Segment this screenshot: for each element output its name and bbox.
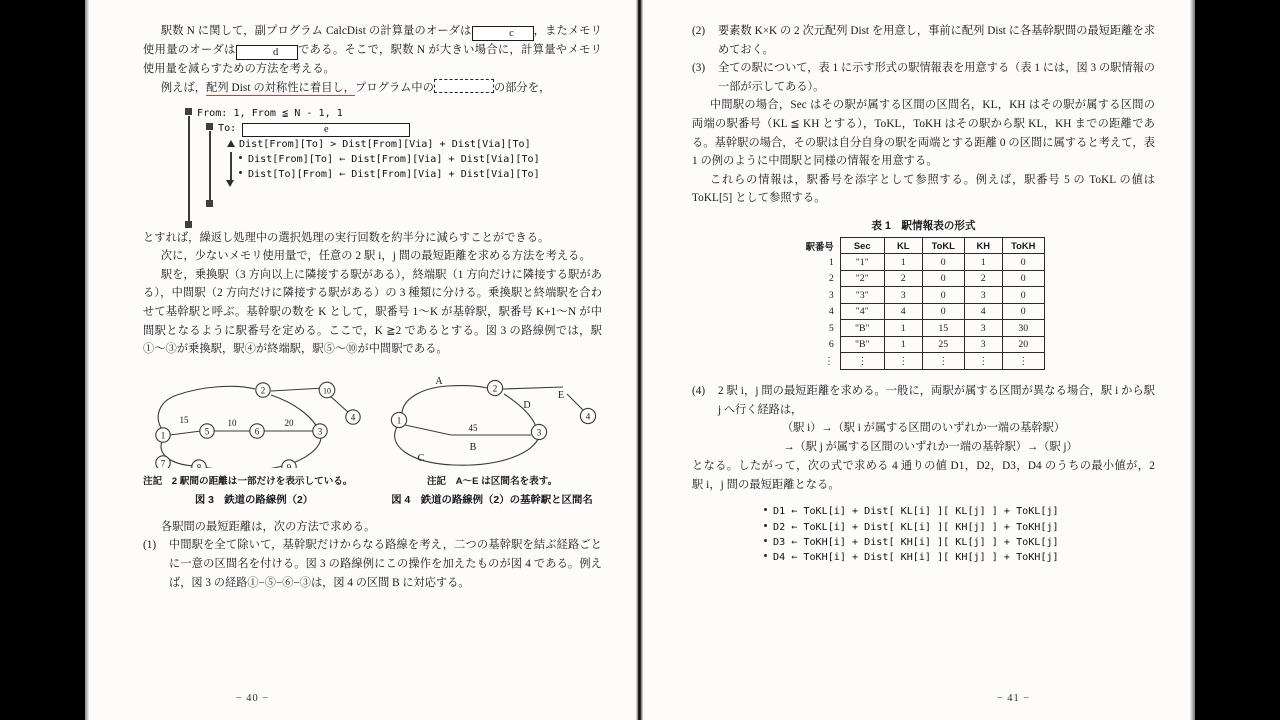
figure-3-note: 注記 2 駅間の距離は一部だけを表示している。 xyxy=(143,475,353,487)
svg-text:45: 45 xyxy=(468,422,478,433)
formula-d2: D2 ← ToKL[i] + Dist[ KL[i] ][ KH[j] ] + ToKH[j] xyxy=(773,521,1059,533)
route-arrow-line-2: →（駅 j が属する区間のいずれか一端の基幹駅）→（駅 j） xyxy=(783,441,1078,454)
figure-3 xyxy=(143,373,365,506)
text-line-3: 量やメモリ使用量を減らすための方法を考える。 xyxy=(143,44,602,75)
list-item-2-number: (2) xyxy=(692,25,706,37)
left-page xyxy=(85,0,640,720)
svg-text:2: 2 xyxy=(260,385,266,396)
svg-text:10: 10 xyxy=(323,386,331,396)
figure-4 xyxy=(381,373,603,506)
table-col-tokl: ToKL xyxy=(922,237,964,254)
table-row-no: 1 xyxy=(828,256,834,268)
svg-text:5: 5 xyxy=(204,426,210,437)
svg-text:4: 4 xyxy=(350,412,356,423)
cell-tokl: 0 xyxy=(922,254,964,271)
svg-text:4: 4 xyxy=(585,411,591,422)
paragraph-subscript-ref: これらの情報は，駅番号を添字として参照する。例えば，駅番号 5 の ToKL の値は ToKL[5] として参照する。 xyxy=(692,173,1155,205)
paragraph-symmetry xyxy=(143,79,602,98)
left-page-number: − 40 − xyxy=(235,693,270,704)
svg-text:3: 3 xyxy=(317,426,323,437)
code-line-for-from xyxy=(185,106,602,121)
selection-marker-icon xyxy=(227,140,235,147)
formula-line xyxy=(764,504,1155,519)
formula-list xyxy=(764,504,1155,565)
cell-tokl: 25 xyxy=(922,336,964,353)
formula-bullet-icon xyxy=(764,539,767,542)
cell-sec: "B" xyxy=(840,336,884,353)
list-item-1-number: (1) xyxy=(143,539,157,552)
table-col-sec: Sec xyxy=(840,237,884,254)
table-1-title: 表 1 駅情報表の形式 xyxy=(871,219,976,232)
code-text-to-label: To: xyxy=(218,123,237,135)
table-col-kl: KL xyxy=(884,237,922,254)
text-prefix: 例えば， xyxy=(160,81,207,94)
cell-kh: ⋮ xyxy=(964,353,1002,370)
formula-d1: D1 ← ToKL[i] + Dist[ KL[i] ][ KL[j] ] + ToKL[j] xyxy=(773,506,1059,518)
table-row-header-label: 駅番号 xyxy=(805,240,834,252)
statement-bullet-icon-2 xyxy=(239,171,242,174)
cell-sec: "1" xyxy=(840,254,884,271)
list-item-4-text: 2 駅 i，j 間の最短距離を求める。一般に，両駅が属する区間が異なる場合，駅 i から駅 j へ行く経路は， xyxy=(718,384,1155,416)
paragraph-reduce-half: とすれば，繰返し処理中の選択処理の実行回数を約半分に減らすことができる。 xyxy=(143,231,550,244)
right-page xyxy=(640,0,1195,720)
cell-kh: 4 xyxy=(964,303,1002,320)
cell-sec: "B" xyxy=(840,320,884,337)
table-row-no: 5 xyxy=(828,322,834,334)
svg-text:C: C xyxy=(417,452,425,464)
svg-text:20: 20 xyxy=(284,417,294,428)
statement-bullet-icon-1 xyxy=(239,156,242,159)
formula-line xyxy=(764,550,1155,565)
list-item-2 xyxy=(692,22,1155,59)
svg-text:1: 1 xyxy=(160,430,166,441)
svg-text:2: 2 xyxy=(492,383,498,394)
formula-d3: D3 ← ToKH[i] + Dist[ KH[i] ][ KL[j] ] + ToKL[j] xyxy=(773,536,1059,548)
station-info-table xyxy=(802,237,1045,370)
code-text-for-from: From: 1, From ≦ N - 1, 1 xyxy=(197,108,343,120)
cell-kh: 2 xyxy=(964,270,1002,287)
cell-tokh: ⋮ xyxy=(1002,353,1044,370)
svg-text:1: 1 xyxy=(396,415,402,426)
figure-3-caption: 図 3 鉄道の路線例（2） xyxy=(194,494,314,506)
cell-kl: ⋮ xyxy=(884,353,922,370)
list-item-1 xyxy=(143,536,602,592)
table-row-no: 3 xyxy=(828,289,834,301)
text-mid: プログラム中の xyxy=(355,81,434,94)
svg-text:10: 10 xyxy=(227,417,237,428)
text-line-1b: ，また xyxy=(533,25,568,37)
loop-rail-outer-end xyxy=(185,221,192,228)
svg-text:A: A xyxy=(435,375,443,387)
svg-text:3: 3 xyxy=(536,427,542,438)
table-row-ellipsis xyxy=(802,353,1044,370)
cell-tokl: 0 xyxy=(922,303,964,320)
code-text-assign-1: Dist[From][To] ← Dist[From][Via] + Dist[Via][To] xyxy=(248,154,540,166)
figure-4-graph xyxy=(381,373,603,468)
cell-tokh: 0 xyxy=(1002,303,1044,320)
figure-3-graph xyxy=(143,373,365,468)
cell-kh: 3 xyxy=(964,287,1002,304)
figures-row xyxy=(143,373,602,506)
svg-text:9: 9 xyxy=(286,462,292,468)
answer-box-c[interactable]: c xyxy=(472,26,534,41)
cell-sec: "2" xyxy=(840,270,884,287)
table-row xyxy=(802,270,1044,287)
cell-tokh: 0 xyxy=(1002,254,1044,271)
cell-tokl: 0 xyxy=(922,287,964,304)
formula-bullet-icon xyxy=(764,524,767,527)
text-suffix: の部分を， xyxy=(493,81,551,94)
cell-kh: 1 xyxy=(964,254,1002,271)
cell-kl: 1 xyxy=(884,320,922,337)
text-line-1a: 駅数 N に関して，副プログラム CalcDist の計算量のオーダは xyxy=(160,25,472,37)
list-item-3-text: 全ての駅について，表 1 に示す形式の駅情報表を用意する（表 1 には，図 3 の駅情報の一部が示してある）。 xyxy=(718,62,1155,93)
table-row xyxy=(802,287,1044,304)
loop-rail-inner-end xyxy=(206,200,213,207)
paragraph-conclusion: となる。したがって，次の式で求める 4 通りの値 D1，D2，D3，D4 のうちの最小値が，2 駅 i，j 間の最短距離となる。 xyxy=(692,460,1155,491)
table-row-no: ⋮ xyxy=(823,355,834,367)
paragraph-sec-definition: 中間駅の場合，Sec はその駅が属する区間の区間名，KL，KH はその駅が属する区間の両端の駅番号（KL ≦ KH とする），ToKL，ToKH はその駅から駅 KL，KH までの距離である。基幹駅の場合，その駅は自分自身の駅を両端とする距離 0 の区間に属すると考えて，表 1 の例のように中間駅と同様の情報を用意する。 xyxy=(692,99,1155,168)
code-text-assign-2: Dist[To][From] ← Dist[From][Via] + Dist[Via][To] xyxy=(248,169,540,181)
cell-sec: ⋮ xyxy=(840,353,884,370)
formula-bullet-icon xyxy=(764,554,767,557)
cell-sec: "3" xyxy=(840,287,884,304)
table-row xyxy=(802,254,1044,271)
loop-marker-icon xyxy=(185,108,192,115)
cell-kl: 3 xyxy=(884,287,922,304)
loop-marker-icon-2 xyxy=(206,123,213,130)
text-line-2b: である。そこで，駅数 N が大きい場合に，計算 xyxy=(297,44,545,56)
table-row xyxy=(802,303,1044,320)
paragraph-station-types: 駅を，乗換駅（3 方向以上に隣接する駅がある），終端駅（1 方向だけに隣接する駅がある），中間駅（2 方向だけに隣接する駅がある）の 3 種類に分ける。乗換駅と終端駅を合わせて基幹駅と呼ぶ。基幹駅の数を K として，駅番号 1〜K が基幹駅，駅番号 K+1〜N が中間駅となるように駅番号を定める。ここで，K ≧2 であるとする。図 3 の路線例では，駅①〜③が乗換駅，駅④が終端駅，駅⑤〜⑩が中間駅である。 xyxy=(143,268,602,356)
cell-tokh: 0 xyxy=(1002,270,1044,287)
paragraph-order-complexity xyxy=(143,22,602,79)
svg-text:15: 15 xyxy=(179,414,189,425)
table-col-kh: KH xyxy=(964,237,1002,254)
code-line-condition xyxy=(185,137,602,152)
table-row xyxy=(802,320,1044,337)
table-row-no: 2 xyxy=(828,273,834,285)
table-col-tokh: ToKH xyxy=(1002,237,1044,254)
figure-3-edge-labels xyxy=(180,415,295,428)
formula-d4: D4 ← ToKH[i] + Dist[ KH[i] ][ KH[j] ] + ToKH[j] xyxy=(773,551,1059,563)
cell-tokh: 20 xyxy=(1002,336,1044,353)
formula-line xyxy=(764,520,1155,535)
cell-kh: 3 xyxy=(964,336,1002,353)
code-line-assign-1 xyxy=(185,152,602,167)
figure-4-edge-labels xyxy=(469,423,479,433)
book-spread xyxy=(85,0,1195,720)
cell-sec: "4" xyxy=(840,303,884,320)
svg-text:D: D xyxy=(523,399,531,411)
route-arrow-line-1: （駅 i）→（駅 i が属する区間のいずれか一端の基幹駅） xyxy=(781,422,1066,435)
list-item-2-text: 要素数 K×K の 2 次元配列 Dist を用意し，事前に配列 Dist に各基幹駅間の最短距離を求めておく。 xyxy=(718,25,1155,56)
formula-bullet-icon xyxy=(764,508,767,511)
table-row xyxy=(802,336,1044,353)
paragraph-next-method: 次に，少ないメモリ使用量で，任意の 2 駅 i，j 間の最短距離を求める方法を考える。 xyxy=(160,250,591,263)
figure-4-caption: 図 4 鉄道の路線例（2）の基幹駅と区間名 xyxy=(391,494,593,506)
cell-kh: 3 xyxy=(964,320,1002,337)
svg-text:6: 6 xyxy=(254,426,260,437)
table-header-row xyxy=(802,237,1044,254)
list-item-3-number: (3) xyxy=(692,62,706,75)
text-line-2a: メモリ使用量のオーダは xyxy=(143,25,602,56)
table-row-no: 4 xyxy=(828,306,834,318)
svg-text:B: B xyxy=(469,441,477,453)
cell-kl: 4 xyxy=(884,303,922,320)
right-page-number: − 41 − xyxy=(996,693,1031,704)
figure-4-note: 注記 A〜E は区間名を表す。 xyxy=(426,475,558,487)
cell-tokl: 15 xyxy=(922,320,964,337)
svg-text:8: 8 xyxy=(196,462,202,468)
list-item-4-number: (4) xyxy=(692,384,706,397)
list-item-3 xyxy=(692,59,1155,96)
cell-kl: 1 xyxy=(884,336,922,353)
code-line-for-to xyxy=(185,121,602,136)
answer-box-e[interactable]: e xyxy=(242,123,410,137)
table-row-no: 6 xyxy=(828,339,834,351)
cell-tokl: 0 xyxy=(922,270,964,287)
svg-text:7: 7 xyxy=(160,458,166,468)
paragraph-shortest-method: 各駅間の最短距離は，次の方法で求める。 xyxy=(160,520,376,533)
pseudocode-block xyxy=(185,106,602,222)
cell-tokh: 0 xyxy=(1002,287,1044,304)
answer-box-d[interactable]: d xyxy=(236,45,298,60)
list-item-1-text: 中間駅を全て除いて，基幹駅だけからなる路線を考え，二つの基幹駅を結ぶ経路ごとに一意の区間名を付ける。図 3 の路線例にこの操作を加えたものが図 4 である。例えば，図 3 の経路①−⑤−⑥−③は，図 4 の区間 B に対応する。 xyxy=(169,539,602,589)
cell-tokl: ⋮ xyxy=(922,353,964,370)
cell-kl: 2 xyxy=(884,270,922,287)
cell-tokh: 30 xyxy=(1002,320,1044,337)
cell-kl: 1 xyxy=(884,254,922,271)
code-text-condition: Dist[From][To] > Dist[From][Via] + Dist[Via][To] xyxy=(239,138,531,150)
underlined-phrase: 配列 Dist の対称性に着目し， xyxy=(206,81,356,94)
list-item-4 xyxy=(692,382,1155,419)
formula-line xyxy=(764,535,1155,550)
svg-text:E: E xyxy=(557,389,565,401)
answer-box-dashed-blank[interactable] xyxy=(434,79,494,93)
code-line-assign-2 xyxy=(185,167,602,182)
